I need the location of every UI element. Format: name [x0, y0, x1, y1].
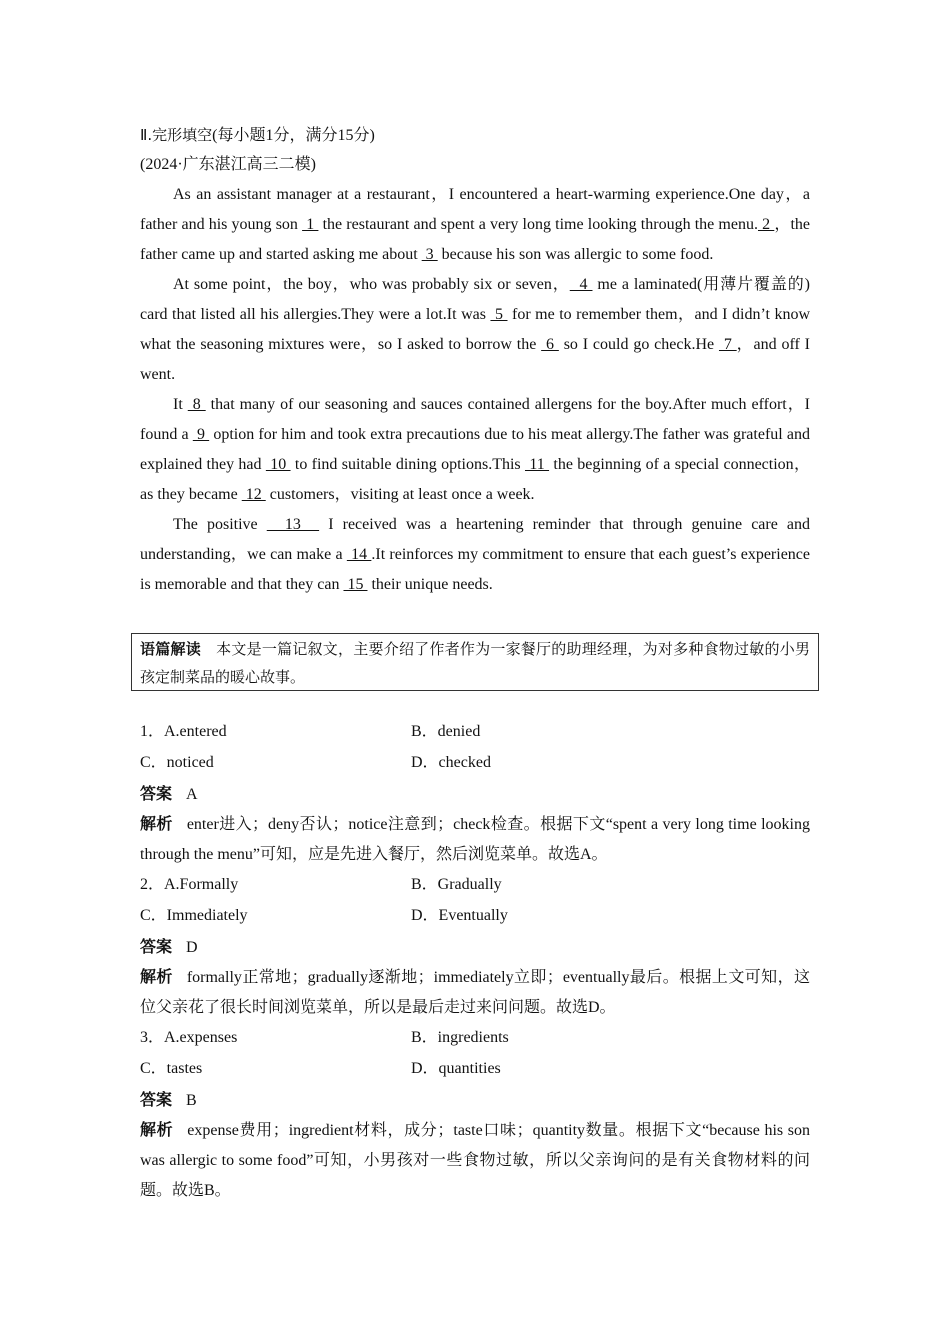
blank-3: 3 [421, 246, 438, 263]
option-a: 1．A.entered [140, 723, 227, 740]
blank-1: 1 [302, 216, 319, 233]
option-b: B．Gradually [411, 876, 502, 893]
question-2-answer: 答案 D [140, 937, 198, 956]
question-3-explanation: 解析 expense费用；ingredient材料，成分；taste口味；quantity数量。根据下文“because his son was allergic to some food”可知，小男孩对一些食物过敏，所以父亲询问的是有关食物材料的问题。故选B。 [140, 1120, 810, 1199]
summary-label: 语篇解读 [140, 640, 201, 658]
passage-paragraph-4: The positive 13 I received was a heartening reminder that through genuine care and understanding，we can make a 14 .It reinforces my commitment to ensure that each guest’s experience is memorable and that they can 15 their unique needs. [140, 516, 811, 593]
question-3-options-row-2 [140, 1054, 810, 1084]
option-c: C．noticed [140, 754, 214, 771]
blank-4: 4 [569, 276, 593, 293]
blank-6: 6 [541, 336, 559, 353]
option-c: C．Immediately [140, 907, 248, 924]
option-d: D．quantities [411, 1060, 501, 1077]
blank-5: 5 [490, 306, 508, 323]
passage-paragraph-3: It 8 that many of our seasoning and sauces contained allergens for the boy.After much effort，I found a 9 option for him and took extra precautions due to his meat allergy.The father was grateful and explained they had 10 to find suitable dining options.This 11 the beginning of a special connection，as they became 12 customers，visiting at least once a week. [140, 396, 811, 503]
blank-14: 14 [346, 546, 372, 563]
question-2-options-row-2 [140, 901, 810, 931]
blank-9: 9 [192, 426, 210, 443]
question-1-options-row-2 [140, 748, 810, 778]
section-heading [140, 120, 810, 150]
summary-text: 本文是一篇记叙文，主要介绍了作者作为一家餐厅的助理经理，为对多种食物过敏的小男孩定制菜品的暖心故事。 [140, 642, 810, 686]
blank-10: 10 [265, 456, 291, 473]
document-page [140, 120, 811, 1199]
answer-value: B [186, 1092, 197, 1109]
explanation-text: enter进入；deny否认；notice注意到；check检查。根据下文“spent a very long time looking through the menu”可知，应是先进入餐厅，然后浏览菜单。故选A。 [140, 816, 810, 863]
option-d: D．checked [411, 754, 491, 771]
section-scoring: (每小题1分，满分15分) [212, 127, 375, 144]
passage-paragraph-2: At some point，the boy，who was probably six or seven， 4 me a laminated(用薄片覆盖的) card that listed all his allergies.They were a lot.It was 5 for me to remember them，and I didn’t know what the seasoning mixtures were，so I asked to borrow the 6 so I could go check.He 7 ，and off I went. [140, 276, 810, 383]
option-a: 2．A.Formally [140, 876, 239, 893]
answer-value: D [186, 939, 198, 956]
summary-box [131, 633, 819, 691]
blank-13: 13 [266, 516, 320, 533]
question-2-options-row-1 [140, 870, 810, 900]
passage-paragraph-1: As an assistant manager at a restaurant，I encountered a heart-warming experience.One day，a father and his young son 1 the restaurant and spent a very long time looking through the menu. 2 ，the father came up and started asking me about 3 because his son was allergic to some food. [140, 186, 811, 263]
blank-8: 8 [187, 396, 206, 413]
question-3-options-row-1 [140, 1023, 810, 1053]
option-b: B．denied [411, 723, 481, 740]
question-1-options-row-1 [140, 717, 810, 747]
blank-15: 15 [343, 576, 368, 593]
blank-7: 7 [718, 336, 737, 353]
option-c: C．tastes [140, 1060, 203, 1077]
blank-12: 12 [241, 486, 266, 503]
question-1-explanation: 解析 enter进入；deny否认；notice注意到；check检查。根据下文“spent a very long time looking through the menu”可知，应是先进入餐厅，然后浏览菜单。故选A。 [140, 814, 810, 863]
question-1-answer: 答案 A [140, 784, 198, 803]
option-d: D．Eventually [411, 907, 508, 924]
blank-2: 2 [757, 216, 775, 233]
question-2-explanation: 解析 formally正常地；gradually逐渐地；immediately立即；eventually最后。根据上文可知，这位父亲花了很长时间浏览菜单，所以是最后走过来问问题。故选D。 [140, 967, 810, 1016]
explanation-text: formally正常地；gradually逐渐地；immediately立即；eventually最后。根据上文可知，这位父亲花了很长时间浏览菜单，所以是最后走过来问问题。故选D。 [140, 969, 810, 1016]
answer-value: A [186, 786, 198, 803]
question-3-answer: 答案 B [140, 1090, 197, 1109]
section-label: Ⅱ.完形填空 [140, 126, 213, 144]
explanation-text: expense费用；ingredient材料，成分；taste口味；quantity数量。根据下文“because his son was allergic to some food”可知，小男孩对一些食物过敏，所以父亲询问的是有关食物材料的问题。故选B。 [140, 1122, 810, 1199]
blank-11: 11 [524, 456, 550, 473]
source-line: (2024·广东湛江高三二模) [140, 156, 316, 173]
option-a: 3．A.expenses [140, 1029, 238, 1046]
option-b: B．ingredients [411, 1029, 509, 1046]
